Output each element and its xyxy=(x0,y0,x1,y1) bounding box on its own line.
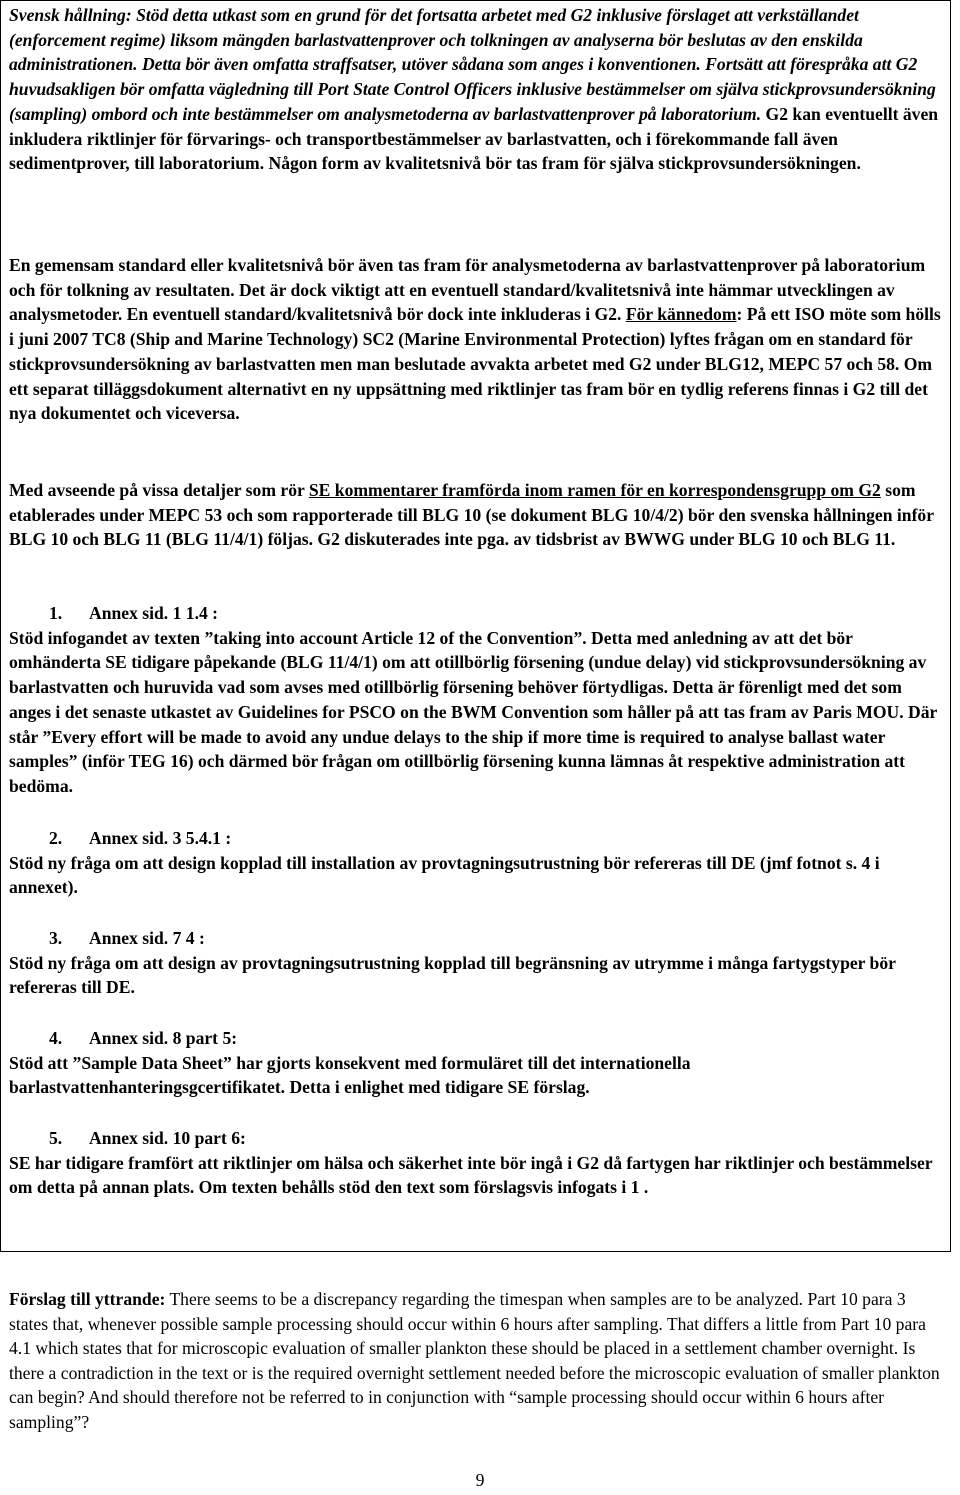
item-number: 5. xyxy=(49,1128,63,1148)
annex-item-body: Stöd infogandet av texten ”taking into account Article 12 of the Convention”. Detta med anledning av att det bör omhänderta SE tidigare påpekande (BLG 11/4/1) om att otillbörlig försening (undue delay) vid stickprovsundersökning av barlastvatten och huruvida vad som avses med otillbörlig försening behöver förtydligas. Detta är förenligt med det som anges i det senaste utkastet av Guidelines for PSCO on the BWM Convention som håller på att tas fram av Paris MOU. Där står ”Every effort will be made to avoid any undue delays to the ship if more time is required to analyse ballast water samples” (inför TEG 16) och därmed bör frågan om otillbörlig försening kunna lämnas åt respektive administration att bedöma. xyxy=(9,627,938,796)
item-number: 3. xyxy=(49,928,63,948)
annex-item-body: Stöd ny fråga om att design av provtagningsutrustning kopplad till begränsning av utrymme i många fartygstyper bör refereras till DE. xyxy=(9,952,896,998)
standard-text-continued: : På ett ISO möte som hölls i juni 2007 TC8 (Ship and Marine Technology) SC2 (Marine Environmental Protection) lyftes frågan om en standard för stickprovsundersökning av barlastvatten men man beslutade avvakta arbetet med G2 under BLG12, MEPC 57 och 58. Om ett separat tilläggsdokument alternativt en ny uppsättning med riktlinjer tas fram bör en tydlig referens finnas i G2 till det nya dokumentet och viceversa. xyxy=(9,304,941,424)
annex-item-heading xyxy=(9,601,945,626)
swedish-position-tail: G2 kan eventuellt även inkludera riktlinjer för förvarings- och transportbestämmelser av barlastvatten, och i förekommande fall även sedimentprover, till laboratorium. Någon form av kvalitetsnivå bör tas fram för själva stickprovsundersökningen. xyxy=(9,103,939,174)
page-number: 9 xyxy=(475,1470,485,1490)
annex-item-heading xyxy=(9,826,945,851)
annex-item-heading xyxy=(9,1126,945,1151)
proposed-statement-label: Förslag till yttrande: xyxy=(9,1289,166,1309)
standard-text: En gemensam standard eller kvalitetsnivå bör även tas fram för analysmetoderna av barlastvattenprover på laboratorium och för tolkning av resultaten. Det är dock viktigt att en eventuell standard/kvalitetsnivå inte hämmar utvecklingen av analysmetoder. En eventuell standard/kvalitetsnivå bör dock inte inkluderas i G2. xyxy=(9,255,926,325)
item-number: 4. xyxy=(49,1028,63,1048)
annex-item-heading xyxy=(9,926,945,951)
swedish-position-text: Svensk hållning: Stöd detta utkast som en grund för det fortsatta arbetet med G2 inklusive förslaget att verkställandet (enforcement regime) liksom mängden barlastvattenprover och tolkningen av analyserna bör beslutas av den enskilda administrationen. Detta bör även omfatta straffsatser, utöver sådana som anges i konventionen. xyxy=(9,5,863,75)
annex-item-body: Stöd ny fråga om att design kopplad till installation av provtagningsutrustning bör refereras till DE (jmf fotnot s. 4 i annexet). xyxy=(9,852,880,898)
item-head: Annex sid. 3 5.4.1 : xyxy=(89,828,232,848)
details-text-continued: som etablerades under MEPC 53 och som rapporterade till BLG 10 (se dokument BLG 10/4/2) bör den svenska hållningen inför BLG 10 och BLG 11 (BLG 11/4/1) följas. G2 diskuterades inte pga. av tidsbrist av BWWG under BLG 10 och BLG 11. xyxy=(9,480,934,550)
item-head: Annex sid. 10 part 6: xyxy=(89,1128,246,1148)
item-head: Annex sid. 8 part 5: xyxy=(89,1028,238,1048)
for-information-label: För kännedom xyxy=(625,304,737,325)
item-number: 2. xyxy=(49,828,63,848)
standard-paragraph xyxy=(9,253,945,426)
annex-item-4 xyxy=(9,1026,945,1100)
annex-item-1 xyxy=(9,601,945,799)
annex-item-body: SE har tidigare framfört att riktlinjer om hälsa och säkerhet inte bör ingå i G2 då fartygen har riktlinjer och bestämmelser om detta på annan plats. Om texten behålls stöd den text som förslagsvis infogats i 1 . xyxy=(9,1152,933,1198)
annex-item-2 xyxy=(9,826,945,900)
swedish-position-paragraph xyxy=(9,3,945,176)
annex-item-3 xyxy=(9,926,945,1000)
item-number: 1. xyxy=(49,603,63,623)
swedish-position-continued: Fortsätt att förespråka att G2 huvudsakligen bör omfatta vägledning till Port State Control Officers inklusive bestämmelser om själva stickprovsundersökning (sampling) ombord och inte bestämmelser om analysmetoderna av barlastvattenprover på laboratorium. xyxy=(9,54,936,124)
proposed-statement-text: There seems to be a discrepancy regarding the timespan when samples are to be analyzed. Part 10 para 3 states that, whenever possible sample processing should occur within 6 hours after sampling. That differs a little from Part 10 para 4.1 which states that for microscopic evaluation of smaller plankton these should be placed in a settlement chamber overnight. Is there a contradiction in the text or is the required overnight settlement needed before the microscopic evaluation of smaller plankton can begin? And should therefore not be referred to in conjunction with “sample processing should occur within 6 hours after sampling”? xyxy=(9,1289,940,1432)
annex-item-heading xyxy=(9,1026,945,1051)
item-head: Annex sid. 7 4 : xyxy=(89,928,205,948)
item-head: Annex sid. 1 1.4 : xyxy=(89,603,219,623)
annex-item-body: Stöd att ”Sample Data Sheet” har gjorts konsekvent med formuläret till det internationella barlastvattenhanteringsgcertifikatet. Detta i enlighet med tidigare SE förslag. xyxy=(9,1052,691,1098)
details-paragraph xyxy=(9,478,945,552)
se-comments-link-text: SE kommentarer framförda inom ramen för en korrespondensgrupp om G2 xyxy=(308,480,881,500)
details-text: Med avseende på vissa detaljer som rör xyxy=(9,480,309,500)
annex-item-5 xyxy=(9,1126,945,1200)
proposed-statement xyxy=(9,1287,945,1435)
